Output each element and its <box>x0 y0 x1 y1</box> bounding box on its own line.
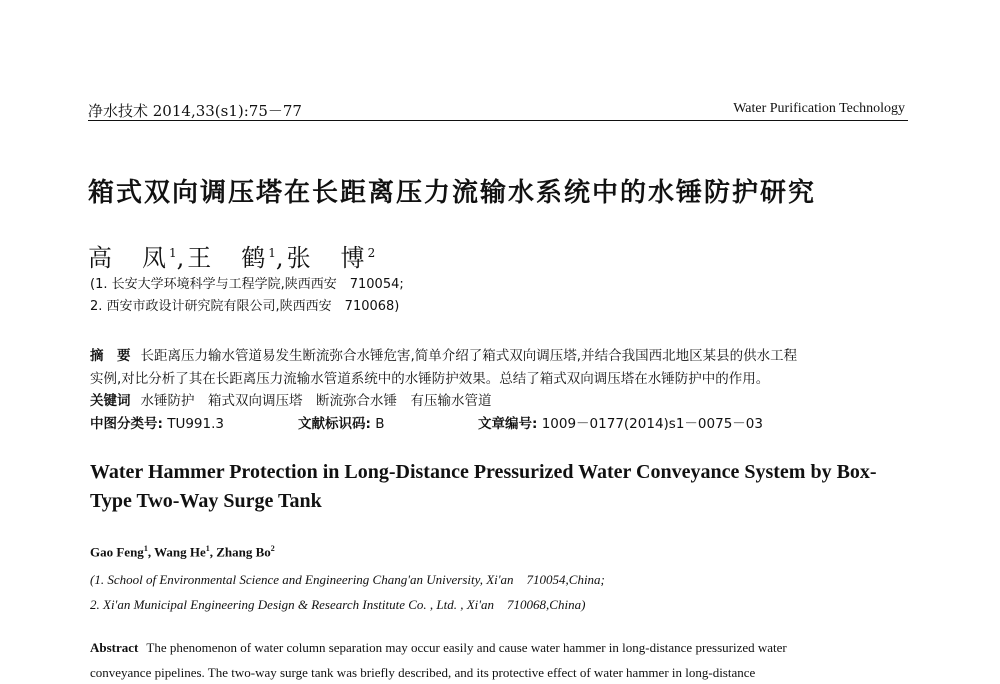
author-mark: 1 <box>169 246 177 260</box>
abstract-en-line: The phenomenon of water column separation may occur easily and cause water hammer in long-distance pressurized water <box>146 640 787 655</box>
paper-title-en-line: Water Hammer Protection in Long-Distance Pressurized Water Conveyance System by Box- <box>90 461 877 483</box>
affiliation-cn: (1. 长安大学环境科学与工程学院,陕西西安 710054; <box>90 277 404 292</box>
author-en: Zhang Bo <box>216 544 271 560</box>
abstract-cn-line: 实例,对比分析了其在长距离压力流输水管道系统中的水锤防护效果。总结了箱式双向调压塔在水锤防护中的作用。 <box>90 371 770 387</box>
affiliation-en: 2. Xi'an Municipal Engineering Design & Research Institute Co. , Ltd. , Xi'an 710068,China) <box>90 597 586 612</box>
author-mark: 1 <box>143 544 148 553</box>
author-separator: , <box>147 544 152 560</box>
abstract-en-line: conveyance pipelines. The two-way surge tank was briefly described, and its protective effect of water hammer in long-distance <box>90 665 756 680</box>
running-header-journal-en: Water Purification Technology <box>733 101 905 116</box>
running-header-journal-cn: 净水技术 2014,33(s1):75－77 <box>88 102 302 120</box>
authors-cn <box>88 238 375 273</box>
authors-en <box>90 544 275 560</box>
header-rule <box>88 120 908 121</box>
article-number: 文章编号: 1009－0177(2014)s1－0075－03 <box>478 416 763 432</box>
author-en: Gao Feng <box>90 544 144 560</box>
author-mark: 1 <box>205 544 210 553</box>
abstract-cn-label: 摘 要 <box>90 348 131 364</box>
author-separator: , <box>275 244 287 272</box>
affiliation-en: (1. School of Environmental Science and Engineering Chang'an University, Xi'an 710054,China; <box>90 572 605 587</box>
abstract-en-label: Abstract <box>90 640 139 655</box>
paper-title-cn: 箱式双向调压塔在长距离压力流输水系统中的水锤防护研究 <box>88 178 817 208</box>
author-separator: , <box>209 544 213 560</box>
keywords-cn-label: 关键词 <box>90 393 131 409</box>
author-en: Wang He <box>154 544 206 560</box>
author-cn: 张 博 <box>286 244 368 272</box>
author-mark: 2 <box>367 246 376 260</box>
keywords-cn <box>90 389 492 409</box>
author-separator: , <box>176 244 188 272</box>
affiliation-cn: 2. 西安市政设计研究院有限公司,陕西西安 710068) <box>90 299 400 314</box>
abstract-en <box>90 640 787 656</box>
clc-number: 中图分类号: TU991.3 <box>90 416 224 432</box>
keywords-cn-text: 水锤防护 箱式双向调压塔 断流弥合水锤 有压输水管道 <box>140 393 492 409</box>
author-mark: 2 <box>270 544 275 553</box>
abstract-cn <box>90 344 910 364</box>
author-cn: 王 鹤 <box>187 244 269 272</box>
author-mark: 1 <box>268 246 276 260</box>
abstract-cn-line: 长距离压力输水管道易发生断流弥合水锤危害,简单介绍了箱式双向调压塔,并结合我国西北地区某县的供水工程 <box>140 348 798 364</box>
document-code: 文献标识码: B <box>298 416 385 432</box>
classification-row <box>90 412 890 432</box>
author-cn: 高 凤 <box>88 244 169 272</box>
paper-title-en <box>90 458 877 516</box>
paper-title-en-line: Type Two-Way Surge Tank <box>90 490 322 512</box>
